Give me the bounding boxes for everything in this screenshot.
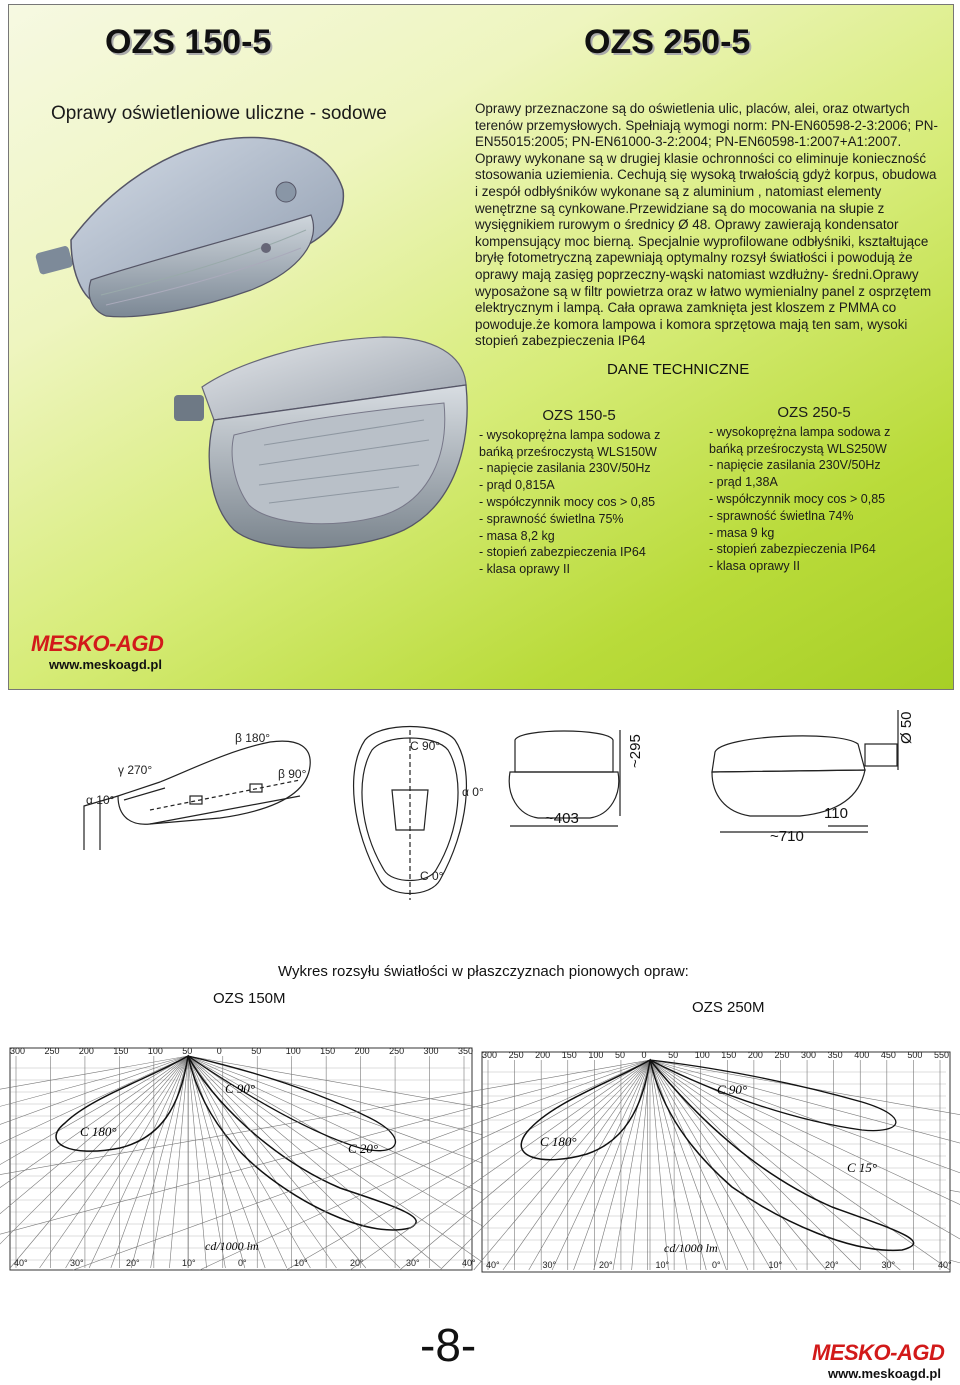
- scale-tick: 100: [588, 1050, 604, 1060]
- angle-tick: 40°: [14, 1258, 28, 1268]
- spec-item: - masa 9 kg: [709, 525, 775, 540]
- technical-drawings: [0, 700, 960, 960]
- curve-label: C 180°: [540, 1134, 577, 1149]
- scale-tick: 0: [641, 1050, 647, 1060]
- spec-item: - prąd 0,815A: [479, 478, 555, 493]
- angle-tick: 30°: [70, 1258, 84, 1268]
- diagram-label-ozs150m: OZS 150M: [213, 990, 286, 1007]
- scale-tick: 50: [668, 1050, 679, 1060]
- mesko-logo-top: [31, 631, 163, 672]
- spec-ozs250-title: OZS 250-5: [777, 404, 851, 421]
- scale-tick: 200: [535, 1050, 551, 1060]
- spec-item: - masa 8,2 kg: [479, 528, 555, 543]
- scale-tick: 150: [320, 1046, 336, 1056]
- scale-tick: 100: [285, 1046, 301, 1056]
- unit-label: cd/1000 lm: [664, 1241, 718, 1255]
- spec-item: - klasa oprawy II: [479, 562, 571, 577]
- scale-tick: 50: [614, 1050, 625, 1060]
- scale-tick: 450: [880, 1050, 896, 1060]
- angle-tick: 20°: [350, 1258, 364, 1268]
- angle-tick: 40°: [486, 1260, 500, 1270]
- angle-tick: 30°: [406, 1258, 420, 1268]
- scale-tick: 250: [508, 1050, 524, 1060]
- scale-tick: 550: [934, 1050, 950, 1060]
- spec-item: - klasa oprawy II: [709, 559, 801, 574]
- lamp-photo-lower: [174, 325, 474, 560]
- angle-label: C 0°: [420, 869, 444, 883]
- scale-tick: 100: [694, 1050, 710, 1060]
- mesko-logo-bottom: [812, 1340, 944, 1381]
- spec-item: - sprawność świetlna 75%: [479, 511, 624, 526]
- angle-tick: 40°: [938, 1260, 952, 1270]
- scale-tick: 300: [10, 1046, 26, 1056]
- dim-diameter: Ø 50: [898, 711, 915, 744]
- curve-label: C 90°: [225, 1081, 256, 1096]
- spec-item: - sprawność świetlna 74%: [709, 508, 854, 523]
- spec-item: - współczynnik mocy cos > 0,85: [709, 491, 886, 506]
- polar-diagram-ozs150m: [10, 1038, 476, 1273]
- title-ozs250: OZS 250-5: [584, 23, 751, 61]
- diagram-caption: Wykres rozsyłu światłości w płaszczyznach pionowych opraw:: [278, 963, 689, 980]
- spec-ozs150: [479, 408, 679, 578]
- angle-tick: 20°: [126, 1258, 140, 1268]
- curve-label: C 15°: [847, 1160, 878, 1175]
- angle-tick: 10°: [655, 1260, 670, 1270]
- dim-height: ~295: [627, 734, 644, 768]
- angle-label: γ 270°: [118, 763, 153, 777]
- angle-tick: 10°: [182, 1258, 196, 1268]
- spec-item: - napięcie zasilania 230V/50Hz: [479, 461, 651, 476]
- title-ozs150: OZS 150-5: [105, 23, 272, 61]
- angle-tick: 10°: [768, 1260, 783, 1270]
- scale-tick: 300: [482, 1050, 498, 1060]
- angle-tick: 0°: [238, 1258, 247, 1268]
- spec-item: bańką prześroczystą WLS250W: [709, 441, 887, 456]
- spec-ozs250: [709, 405, 919, 575]
- scale-tick: 150: [113, 1046, 129, 1056]
- angle-label: α 0°: [462, 785, 484, 799]
- scale-tick: 350: [458, 1046, 474, 1056]
- angle-tick: 20°: [825, 1260, 839, 1270]
- dim-length: ~710: [770, 828, 804, 845]
- spec-item: bańką prześroczystą WLS150W: [479, 444, 657, 459]
- scale-tick: 250: [44, 1046, 60, 1056]
- scale-tick: 500: [907, 1050, 923, 1060]
- scale-tick: 0: [216, 1046, 222, 1056]
- scale-tick: 150: [561, 1050, 577, 1060]
- scale-tick: 50: [182, 1046, 193, 1056]
- angle-tick: 10°: [294, 1258, 308, 1268]
- spec-ozs150-title: OZS 150-5: [542, 407, 616, 424]
- angle-tick: 40°: [462, 1258, 476, 1268]
- scale-tick: 350: [827, 1050, 843, 1060]
- angle-label: α 10°: [86, 793, 115, 807]
- page-number: -8-: [420, 1319, 477, 1371]
- website-link[interactable]: www.meskoagd.pl: [828, 1366, 941, 1381]
- spec-item: - napięcie zasilania 230V/50Hz: [709, 458, 881, 473]
- spec-item: - prąd 1,38A: [709, 475, 778, 490]
- diagram-label-ozs250m: OZS 250M: [692, 999, 765, 1016]
- website-link[interactable]: www.meskoagd.pl: [49, 657, 162, 672]
- curve-label: C 180°: [80, 1124, 117, 1139]
- spec-item: - stopień zabezpieczenia IP64: [479, 545, 646, 560]
- angle-label: β 90°: [278, 767, 307, 781]
- scale-tick: 100: [147, 1046, 163, 1056]
- scale-tick: 300: [423, 1046, 439, 1056]
- technical-data-heading: DANE TECHNICZNE: [607, 361, 750, 378]
- product-description: Oprawy przeznaczone są do oświetlenia ulic, placów, alei, oraz otwartych terenów przemysłowych. Spełniają wymogi norm: PN-EN60598-2-3:2006; PN-EN55015:2005; PN-EN61000-3-2:2004; PN-EN60598-1:2007+A1:2007. Oprawy wykonane są w drugiej klasie ochronności co eliminuje konieczność stosowania uziemienia. Cechują się wysoką trwałością gdyż korpus, obudowa i zespół odbłyśników wykonane są z aluminium , natomiast elementy wenętrzne są cynkowane.Przewidziane są do mocowania na słupie z wysięgnikiem rurowym o średnicy Ø 48. Oprawy zawierają kondensator kompensujący moc bierną. Specjalnie wyprofilowane odbłyśniki, kształtujące bryłę fotometryczną zapewniają optymalny rozsył światłości i powodują że oprawy mają zasięg poprzeczny-wąski natomiast wzdłużny- średni.Oprawy wyposażone są w filtr powietrza oraz w łatwo wymienialny panel z osprzętem elektrycznym i lampą. Cała oprawa zamknięta jest kloszem z PMMA co powoduje.że komora lampowa i komora sprzętowa mają ten sam, wysoki stopień zabezpieczenia IP64: [475, 101, 938, 349]
- spec-item: - wysokoprężna lampa sodowa z: [479, 427, 661, 442]
- brand-logo: MESKO-AGD: [31, 631, 164, 656]
- unit-label: cd/1000 lm: [205, 1239, 259, 1253]
- subtitle: Oprawy oświetleniowe uliczne - sodowe: [51, 103, 387, 124]
- angle-label: C 90°: [410, 739, 441, 753]
- angle-label: β 180°: [235, 731, 271, 745]
- scale-tick: 400: [854, 1050, 870, 1060]
- dim-clamp: 110: [824, 805, 848, 822]
- angle-tick: 20°: [599, 1260, 613, 1270]
- scale-tick: 50: [251, 1046, 262, 1056]
- product-panel: [8, 4, 954, 690]
- spec-item: - stopień zabezpieczenia IP64: [709, 542, 876, 557]
- scale-tick: 200: [747, 1050, 763, 1060]
- dim-width: ~403: [545, 810, 579, 827]
- brand-logo: MESKO-AGD: [812, 1340, 945, 1365]
- scale-tick: 250: [774, 1050, 790, 1060]
- scale-tick: 300: [801, 1050, 817, 1060]
- angle-tick: 0°: [712, 1260, 721, 1270]
- scale-tick: 250: [389, 1046, 405, 1056]
- scale-tick: 200: [78, 1046, 94, 1056]
- spec-item: - wysokoprężna lampa sodowa z: [709, 424, 891, 439]
- scale-tick: 150: [721, 1050, 737, 1060]
- angle-tick: 30°: [542, 1260, 557, 1270]
- polar-diagram-ozs250m: [482, 1042, 950, 1274]
- spec-item: - współczynnik mocy cos > 0,85: [479, 494, 656, 509]
- angle-tick: 30°: [881, 1260, 896, 1270]
- lamp-photo-upper: [31, 130, 351, 325]
- curve-label: C 20°: [348, 1141, 379, 1156]
- scale-tick: 200: [354, 1046, 370, 1056]
- curve-label: C 90°: [717, 1082, 748, 1097]
